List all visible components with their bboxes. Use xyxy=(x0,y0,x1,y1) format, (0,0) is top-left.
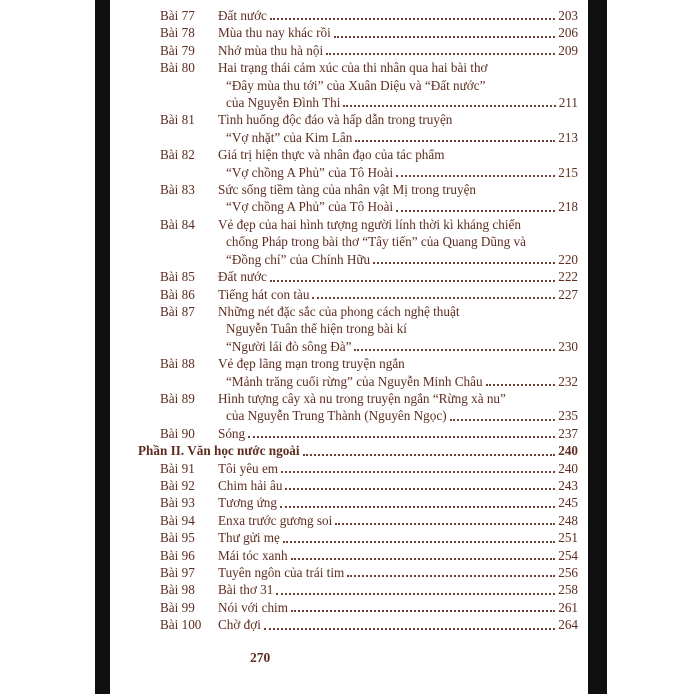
toc-entry-label: Bài 100 xyxy=(160,617,202,633)
toc-entry-label: Bài 97 xyxy=(160,565,195,580)
dot-leader xyxy=(270,280,555,282)
toc-entry-label: Bài 86 xyxy=(160,286,195,302)
toc-entry-label: Bài 83 xyxy=(160,182,195,198)
toc-title-text: “Mảnh trăng cuối rừng” của Nguyễn Minh Châu xyxy=(226,373,483,389)
toc-row xyxy=(110,599,588,616)
toc-title-line xyxy=(218,42,578,59)
toc-title-line: Hình tượng cây xà nu trong truyện ngắn “Rừng xà nu” xyxy=(218,390,506,406)
dot-leader xyxy=(248,436,555,438)
toc-title-text: Tuyên ngôn của trái tim xyxy=(218,565,345,580)
toc-title-line: “Đây mùa thu tới” của Xuân Diệu và “Đất nước” xyxy=(226,77,486,93)
toc-entry-label: Bài 77 xyxy=(160,8,195,23)
dot-leader xyxy=(285,488,555,490)
dot-leader xyxy=(283,541,555,543)
toc-page-number: 248 xyxy=(558,512,578,528)
dot-leader xyxy=(276,593,555,595)
dot-leader xyxy=(326,53,555,55)
toc-entry-label: Bài 90 xyxy=(160,425,195,441)
toc-title-line xyxy=(218,599,578,616)
toc-entry-label: Bài 79 xyxy=(160,42,195,58)
toc-title-line xyxy=(218,512,578,529)
toc-page-number: 209 xyxy=(558,42,578,58)
dot-leader xyxy=(450,419,556,421)
toc-entry-label: Bài 99 xyxy=(160,599,195,615)
toc-title-line xyxy=(218,477,578,494)
toc-entry-content xyxy=(218,181,578,216)
toc-entry-label: Bài 80 xyxy=(160,60,195,76)
toc-entry-content xyxy=(218,146,578,181)
toc-title-text: Đất nước xyxy=(218,269,267,285)
toc-entry-content xyxy=(218,529,578,546)
toc-page-number: 243 xyxy=(558,477,578,493)
toc-entry-label: Bài 81 xyxy=(160,112,195,128)
toc-title-line: Nguyễn Tuân thể hiện trong bài kí xyxy=(226,321,407,337)
dot-leader xyxy=(334,36,555,38)
toc-title-text: của Nguyễn Trung Thành (Nguyên Ngọc) xyxy=(226,408,447,424)
toc-row xyxy=(110,460,588,477)
toc-entry-label: Bài 78 xyxy=(160,25,195,41)
toc-title-line xyxy=(218,407,578,424)
toc-page-number: 261 xyxy=(558,599,578,615)
toc-entry-content xyxy=(218,599,578,616)
toc-title-text: Chờ đợi xyxy=(218,617,261,633)
dot-leader xyxy=(335,523,555,525)
toc-entry-content xyxy=(218,581,578,598)
toc-row xyxy=(110,512,588,529)
toc-row xyxy=(110,268,588,285)
toc-title-text: “Vợ chồng A Phủ” của Tô Hoài xyxy=(226,164,394,180)
dot-leader xyxy=(396,175,555,177)
toc-title-line: Tình huống độc đáo và hấp dẫn trong truyện xyxy=(218,112,453,128)
dot-leader xyxy=(280,506,555,508)
toc-entry-content xyxy=(218,512,578,529)
toc-title-line xyxy=(218,460,578,477)
toc-row xyxy=(110,59,588,111)
toc-row xyxy=(110,303,588,355)
toc-title-line: Vẻ đẹp của hai hình tượng người lính thời kì kháng chiến xyxy=(218,216,521,232)
toc-entry-content xyxy=(218,564,578,581)
toc-page-number: 222 xyxy=(558,269,578,285)
toc-row xyxy=(110,547,588,564)
toc-title-text: Nói với chim xyxy=(218,599,288,615)
toc-title-line xyxy=(218,164,578,181)
toc-entry-content xyxy=(138,442,578,459)
toc-title-line xyxy=(218,268,578,285)
toc-title-text: Tôi yêu em xyxy=(218,460,279,476)
toc-entry-content xyxy=(218,355,578,390)
toc-title-text: “Người lái đò sông Đà” xyxy=(226,338,352,354)
toc-row xyxy=(110,425,588,442)
toc-title-line xyxy=(218,94,578,111)
toc-title-line xyxy=(218,616,578,633)
toc-page-number: 215 xyxy=(558,164,578,180)
toc-title-line: Vẻ đẹp lãng mạn trong truyện ngắn xyxy=(218,356,405,372)
toc-title-line xyxy=(218,129,578,146)
toc-page-number: 256 xyxy=(558,565,578,580)
toc-entry-label: Bài 93 xyxy=(160,495,195,511)
toc-title-text: “Đồng chí” của Chính Hữu xyxy=(226,251,371,267)
toc-row xyxy=(110,42,588,59)
toc-page-number: 232 xyxy=(558,373,578,389)
toc-entry-content xyxy=(218,303,578,355)
toc-title-line xyxy=(218,547,578,564)
toc-entry-label: Bài 82 xyxy=(160,147,195,163)
toc-title-text: Enxa trước gương soi xyxy=(218,512,333,528)
toc-entry-label: Bài 95 xyxy=(160,530,195,546)
toc-page-number: 245 xyxy=(558,495,578,511)
footer-page-number: 270 xyxy=(250,650,271,665)
toc-row xyxy=(110,146,588,181)
toc-entry-content xyxy=(218,286,578,303)
toc-row xyxy=(110,181,588,216)
book-edge-left xyxy=(95,0,110,694)
toc-title-line xyxy=(218,338,578,355)
toc-entry-content xyxy=(218,547,578,564)
dot-leader xyxy=(396,210,555,212)
toc-row xyxy=(110,24,588,41)
toc-entry-content xyxy=(218,425,578,442)
dot-leader xyxy=(312,297,555,299)
toc-title-text: Thư gửi mẹ xyxy=(218,530,280,546)
toc-title-text: Sóng xyxy=(218,425,246,441)
toc-row xyxy=(110,111,588,146)
dot-leader xyxy=(486,384,556,386)
toc-entry-label: Bài 94 xyxy=(160,512,195,528)
toc-row xyxy=(110,494,588,511)
toc-title-text: “Vợ chồng A Phủ” của Tô Hoài xyxy=(226,199,394,215)
toc-title-text: Nhớ mùa thu hà nội xyxy=(218,42,324,58)
toc-entry-label: Bài 96 xyxy=(160,547,195,563)
toc-page-number: 220 xyxy=(558,251,578,267)
toc-title-text: Tương ứng xyxy=(218,495,277,511)
toc-title-line: Sức sống tiềm tàng của nhân vật Mị trong truyện xyxy=(218,182,477,198)
toc-entry-content xyxy=(218,477,578,494)
dot-leader xyxy=(354,349,555,351)
toc-title-text: Phần II. Văn học nước ngoài xyxy=(138,443,300,459)
toc-title-line xyxy=(218,564,578,581)
dot-leader xyxy=(270,18,555,20)
toc-title-line xyxy=(218,24,578,41)
toc-page-number: 258 xyxy=(558,582,578,598)
toc-title-text: Chim hải âu xyxy=(218,477,283,493)
toc-entry-label: Bài 85 xyxy=(160,269,195,285)
toc-page-number: 251 xyxy=(558,530,578,546)
toc-entry-label: Bài 92 xyxy=(160,477,195,493)
toc-title-text: Mái tóc xanh xyxy=(218,547,288,563)
dot-leader xyxy=(291,558,556,560)
toc-title-line xyxy=(218,373,578,390)
toc-row xyxy=(110,7,588,24)
toc-title-line xyxy=(218,529,578,546)
toc-page-number: 240 xyxy=(558,443,578,459)
toc-entry-content xyxy=(218,216,578,268)
dot-leader xyxy=(343,105,555,107)
toc-title-line xyxy=(218,251,578,268)
toc-title-text: Tiếng hát con tàu xyxy=(218,286,310,302)
dot-leader xyxy=(347,575,555,577)
toc-title-line: chống Pháp trong bài thơ “Tây tiến” của Quang Dũng và xyxy=(226,234,526,250)
toc-title-text: Mùa thu nay khác rồi xyxy=(218,25,331,41)
toc-page-number: 237 xyxy=(558,425,578,441)
toc-title-text: Bài thơ 31 xyxy=(218,582,274,598)
toc-row xyxy=(110,616,588,633)
toc-entry-content xyxy=(218,7,578,24)
dot-leader xyxy=(281,471,555,473)
toc-entry-label: Bài 89 xyxy=(160,390,195,406)
toc-title-line xyxy=(138,442,578,459)
dot-leader xyxy=(303,454,556,456)
toc-title-line: Những nét đặc sắc của phong cách nghệ thuật xyxy=(218,303,460,319)
dot-leader xyxy=(264,628,555,630)
toc-page-number: 264 xyxy=(558,617,578,633)
toc-page-number: 206 xyxy=(558,25,578,41)
toc-title-line: Giá trị hiện thực và nhân đạo của tác phẩm xyxy=(218,147,445,163)
toc-entry-label: Bài 88 xyxy=(160,356,195,372)
book-edge-right xyxy=(588,0,607,694)
toc-page-number: 213 xyxy=(558,129,578,145)
toc-entry-content xyxy=(218,268,578,285)
toc-title-line: Hai trạng thái cảm xúc của thi nhân qua hai bài thơ xyxy=(218,60,488,76)
toc-title-line xyxy=(218,198,578,215)
toc-list xyxy=(110,7,588,634)
toc-row xyxy=(110,564,588,581)
toc-entry-content xyxy=(218,460,578,477)
toc-page-number: 227 xyxy=(558,286,578,302)
toc-page-number: 240 xyxy=(558,460,578,476)
toc-title-text: của Nguyễn Đình Thi xyxy=(226,95,341,111)
toc-page-number: 211 xyxy=(558,95,578,111)
toc-page-number: 218 xyxy=(558,199,578,215)
toc-page-number: 235 xyxy=(558,408,578,424)
toc-page-number: 230 xyxy=(558,338,578,354)
toc-row xyxy=(110,355,588,390)
dot-leader xyxy=(291,610,555,612)
toc-page-number: 254 xyxy=(558,547,578,563)
toc-row xyxy=(110,477,588,494)
toc-row xyxy=(110,286,588,303)
toc-title-line xyxy=(218,286,578,303)
dot-leader xyxy=(355,140,555,142)
toc-entry-content xyxy=(218,24,578,41)
toc-row xyxy=(110,390,588,425)
toc-row xyxy=(110,581,588,598)
toc-entry-content xyxy=(218,42,578,59)
toc-entry-label: Bài 91 xyxy=(160,460,195,476)
toc-title-line xyxy=(218,7,578,24)
toc-entry-content xyxy=(218,390,578,425)
toc-entry-content xyxy=(218,494,578,511)
toc-entry-label: Bài 98 xyxy=(160,582,195,598)
toc-section-row xyxy=(110,442,588,459)
toc-page-number: 203 xyxy=(558,8,578,23)
toc-entry-label: Bài 87 xyxy=(160,303,195,319)
toc-entry-label: Bài 84 xyxy=(160,216,195,232)
dot-leader xyxy=(373,262,555,264)
toc-title-line xyxy=(218,581,578,598)
toc-title-line xyxy=(218,494,578,511)
toc-title-text: “Vợ nhặt” của Kim Lân xyxy=(226,129,353,145)
toc-row xyxy=(110,216,588,268)
toc-entry-content xyxy=(218,59,578,111)
toc-entry-content xyxy=(218,616,578,633)
toc-title-line xyxy=(218,425,578,442)
book-page xyxy=(110,0,588,694)
toc-entry-content xyxy=(218,111,578,146)
toc-row xyxy=(110,529,588,546)
toc-title-text: Đất nước xyxy=(218,8,267,23)
